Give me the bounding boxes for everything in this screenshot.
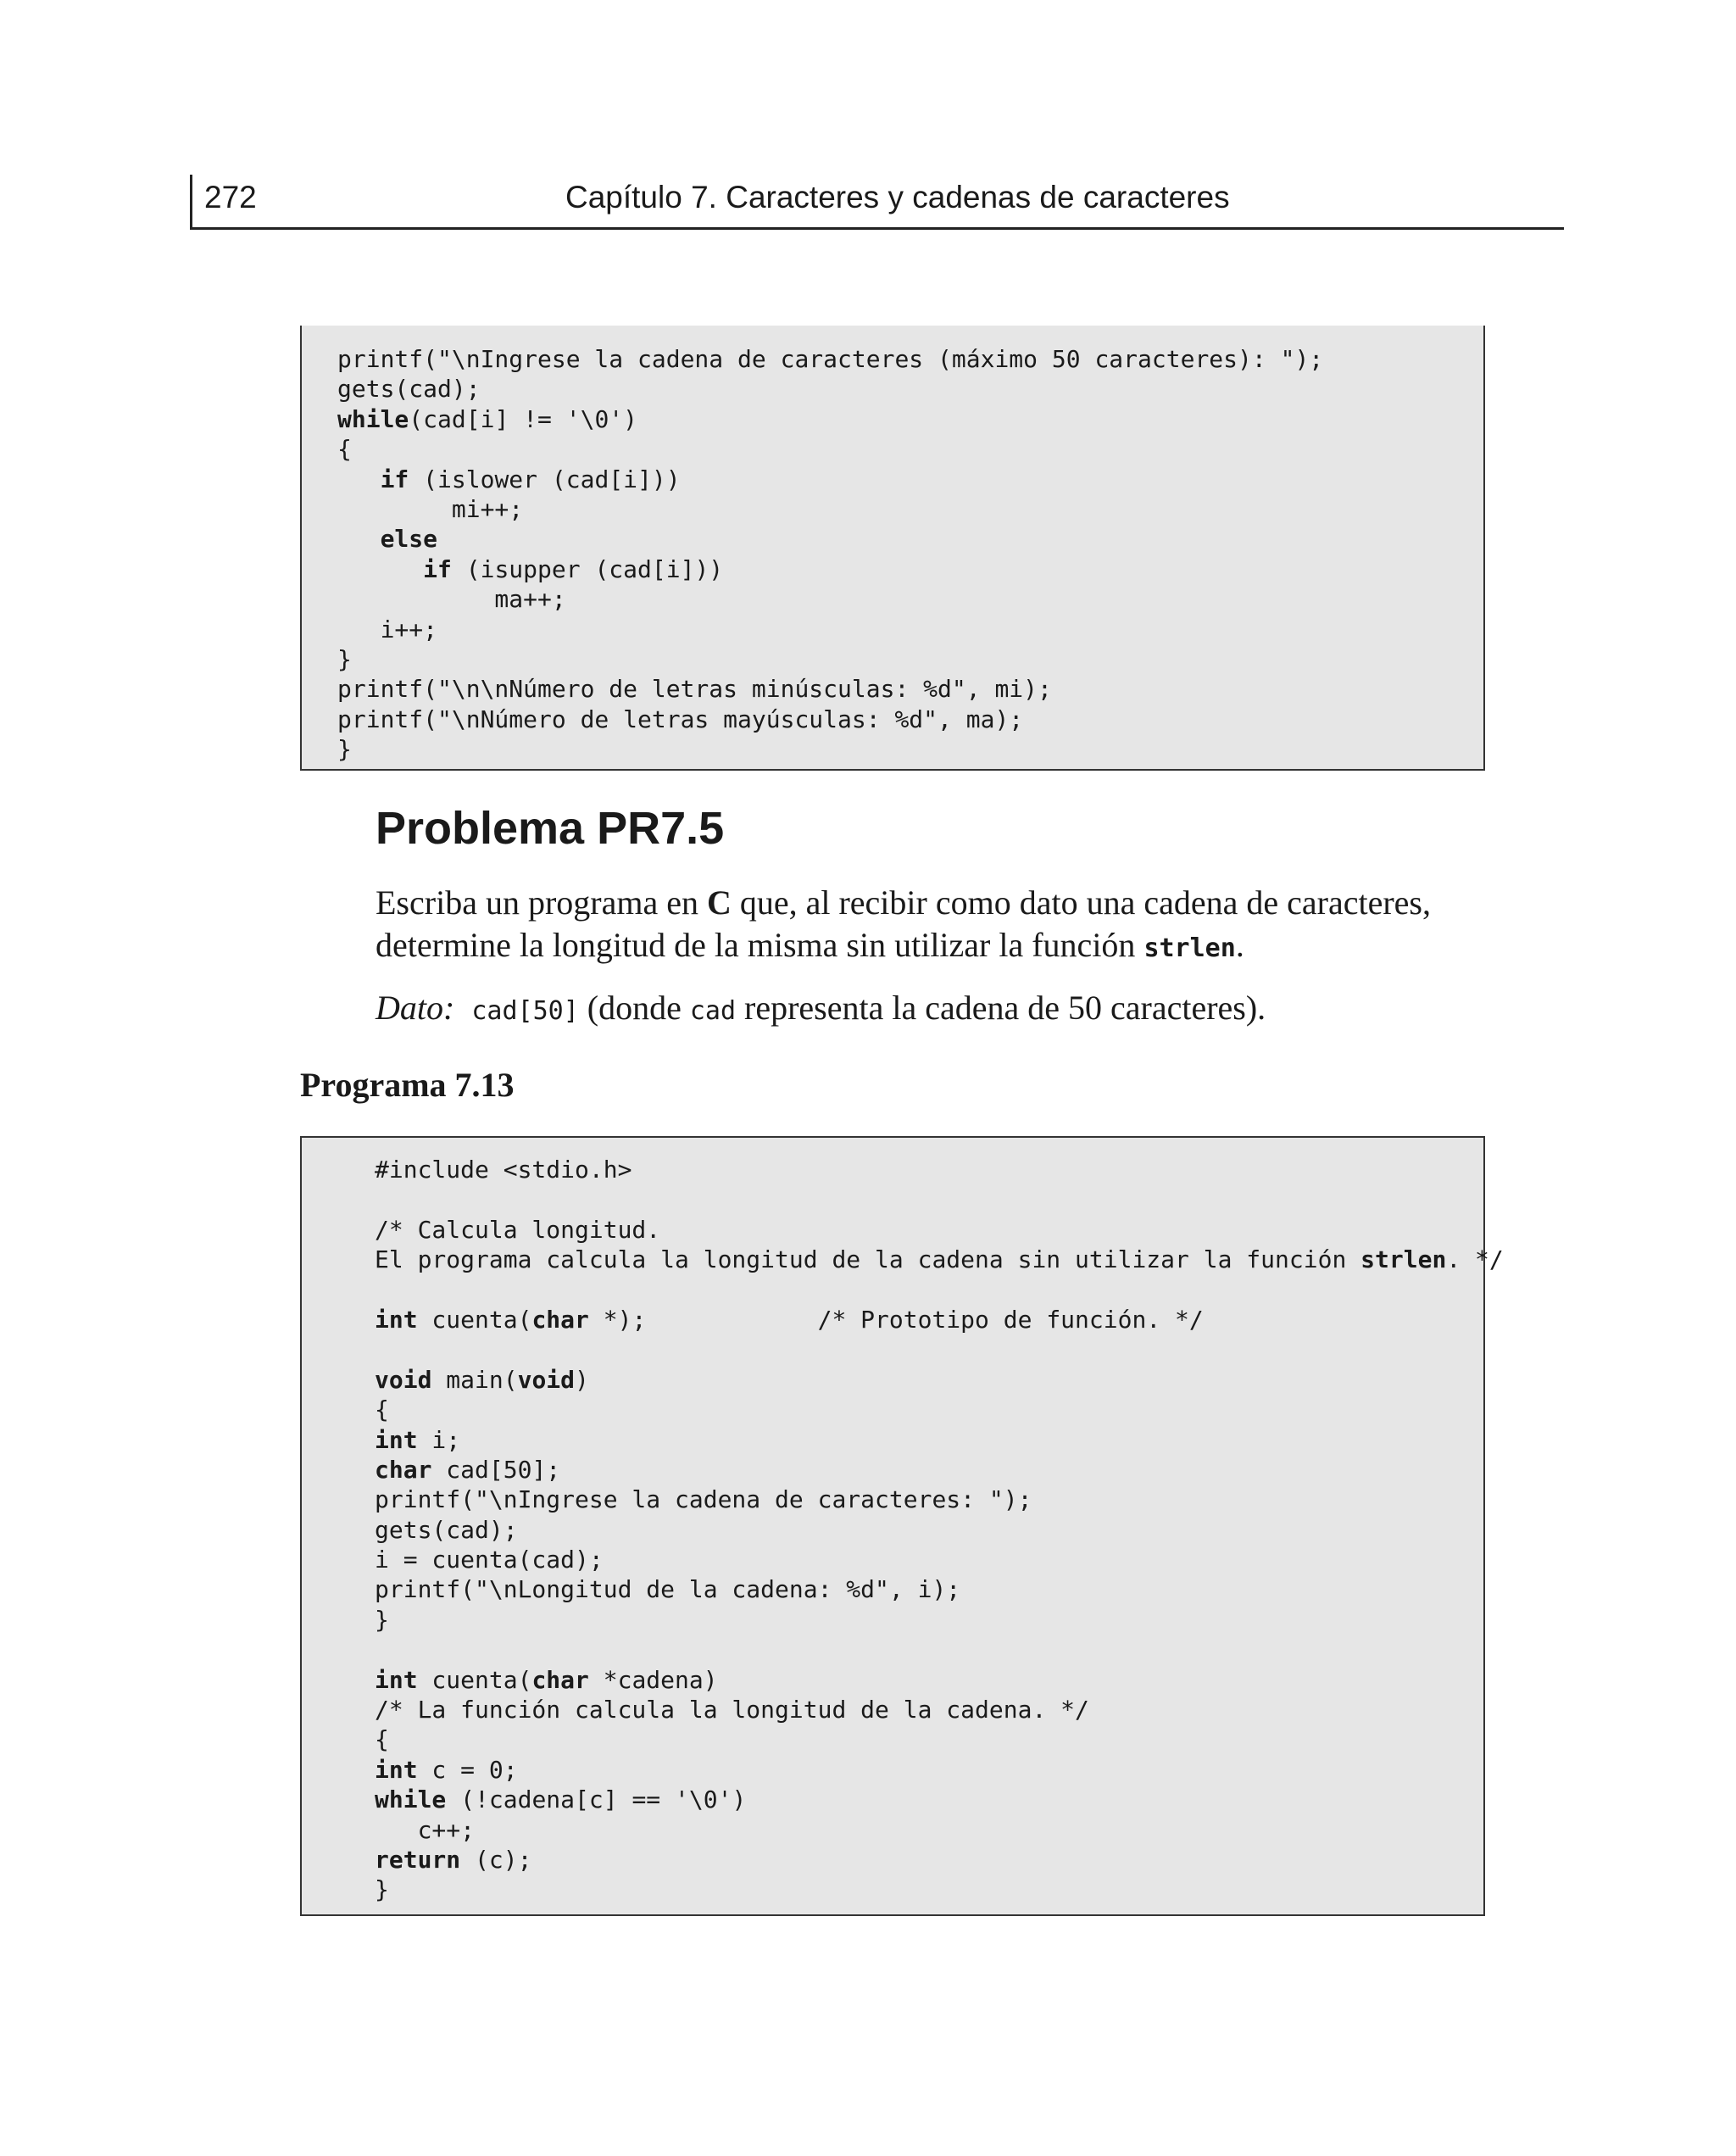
code-text: i++; [337, 615, 438, 643]
code-text: c = 0; [417, 1755, 518, 1784]
program-title: Programa 7.13 [300, 1066, 515, 1104]
code-line [375, 1574, 1483, 1604]
code-line [337, 674, 1483, 704]
code-line [375, 1515, 1483, 1545]
code-line [375, 1395, 1483, 1424]
code-text: ) [575, 1365, 589, 1394]
code-keyword: int [375, 1755, 418, 1784]
code-line [337, 524, 1483, 554]
code-text: cuenta( [417, 1665, 532, 1694]
statement-text-3: . [1235, 926, 1244, 964]
code-line [337, 344, 1483, 374]
code-line [375, 1275, 1483, 1305]
statement-text-2: que, al recibir como dato una cadena de caracteres, determine la longitud de la misma sin utilizar la función [376, 883, 1431, 964]
language-name: C [706, 883, 732, 922]
dato-code: cad[50] [471, 996, 579, 1026]
code-keyword: while [375, 1786, 447, 1814]
code-text: } [375, 1605, 389, 1634]
code-text: cad[50]; [431, 1455, 561, 1484]
code-keyword: void [517, 1365, 576, 1394]
code-keyword: if [380, 465, 409, 493]
code-line [375, 1425, 1483, 1455]
code-text: #include <stdio.h> [375, 1156, 632, 1184]
code-text: } [337, 735, 352, 764]
code-line [375, 1184, 1483, 1214]
code-text: gets(cad); [337, 375, 481, 404]
chapter-title: Capítulo 7. Caracteres y cadenas de caracteres [565, 180, 1230, 214]
code-keyword: return [375, 1845, 461, 1874]
code-keyword: strlen [1360, 1245, 1447, 1274]
code-text: } [337, 644, 352, 673]
code-text: printf("\nIngrese la cadena de caracteres: "); [375, 1485, 1032, 1514]
code-text: (cad[i] != '\0') [409, 404, 638, 433]
code-line [375, 1245, 1504, 1274]
statement-text-1: Escriba un programa en [376, 883, 707, 922]
code-text: ma++; [337, 585, 566, 614]
code-line [375, 1545, 1483, 1574]
code-text: printf("\nLongitud de la cadena: %d", i); [375, 1575, 961, 1604]
page-number: 272 [204, 180, 257, 214]
code-line [337, 644, 1483, 674]
code-text: . */ [1446, 1245, 1504, 1274]
code-text: mi++; [337, 494, 524, 523]
code-line [375, 1785, 1483, 1814]
code-line [375, 1875, 1483, 1904]
code-line [375, 1455, 1483, 1485]
code-keyword: int [375, 1665, 418, 1694]
code-keyword: void [375, 1365, 432, 1394]
code-text: gets(cad); [375, 1515, 518, 1544]
code-line [375, 1665, 1483, 1695]
dato-text-1: (donde [578, 989, 690, 1027]
code-text: { [375, 1396, 389, 1424]
code-text: } [375, 1875, 389, 1904]
code-line [337, 465, 1483, 494]
code-text: printf("\nIngrese la cadena de caracteres (máximo 50 caracteres): "); [337, 345, 1324, 373]
code-line [337, 494, 1483, 524]
function-name: strlen [1143, 933, 1236, 963]
code-keyword: int [375, 1305, 418, 1334]
code-line [337, 554, 1483, 584]
code-text: (isupper (cad[i])) [451, 554, 724, 583]
code-text [337, 465, 381, 493]
dato-label: Dato: [376, 989, 455, 1027]
code-keyword: int [375, 1425, 418, 1454]
code-line [337, 734, 1483, 764]
code-line [375, 1485, 1483, 1514]
code-line [375, 1305, 1483, 1334]
code-text: El programa calcula la longitud de la cadena sin utilizar la función [375, 1245, 1361, 1274]
code-keyword: char [531, 1305, 589, 1334]
code-text: main( [431, 1365, 518, 1394]
problem-statement [376, 882, 1494, 970]
code-line [337, 374, 1483, 404]
code-text: i; [417, 1425, 461, 1454]
code-line [375, 1724, 1483, 1754]
code-line [337, 584, 1483, 614]
code-text: (!cadena[c] == '\0') [446, 1786, 747, 1814]
code-text [337, 525, 381, 553]
dato-text-2: representa la cadena de 50 caracteres). [736, 989, 1266, 1027]
code-text: c++; [375, 1815, 476, 1844]
code-line [337, 404, 1483, 434]
code-line [337, 615, 1483, 644]
code-keyword: else [380, 525, 438, 554]
code-text: (islower (cad[i])) [409, 465, 681, 493]
code-line [375, 1695, 1483, 1724]
code-line [337, 434, 1483, 464]
running-header [190, 175, 1564, 230]
code-text [337, 555, 423, 583]
code-line [375, 1605, 1483, 1635]
code-text: { [375, 1725, 389, 1754]
code-text: *cadena) [588, 1665, 718, 1694]
code-text: (c); [460, 1845, 532, 1874]
code-listing-continued [300, 326, 1485, 771]
code-line [375, 1635, 1483, 1664]
code-line [375, 1215, 1483, 1245]
code-text: /* Calcula longitud. [375, 1215, 661, 1244]
code-keyword: while [337, 404, 409, 433]
code-line [375, 1755, 1483, 1785]
code-line [375, 1365, 1483, 1395]
code-keyword: char [531, 1665, 589, 1694]
problem-heading: Problema PR7.5 [376, 803, 725, 854]
code-text: { [337, 435, 352, 464]
code-text: /* La función calcula la longitud de la cadena. */ [375, 1696, 1089, 1724]
code-text: printf("\nNúmero de letras mayúsculas: %d", ma); [337, 705, 1024, 733]
code-text: i = cuenta(cad); [375, 1546, 604, 1574]
dato-var: cad [689, 996, 737, 1026]
code-keyword: if [423, 554, 452, 583]
code-line [375, 1815, 1483, 1845]
code-line [375, 1155, 1483, 1184]
code-line [375, 1334, 1483, 1364]
code-line [375, 1845, 1483, 1875]
code-text: *); /* Prototipo de función. */ [588, 1305, 1204, 1334]
code-text: printf("\n\nNúmero de letras minúsculas: %d", mi); [337, 675, 1052, 704]
code-listing-program [300, 1136, 1504, 1916]
code-line [337, 705, 1483, 734]
code-keyword: char [375, 1455, 432, 1484]
data-line [376, 987, 1266, 1033]
code-text: cuenta( [417, 1305, 532, 1334]
